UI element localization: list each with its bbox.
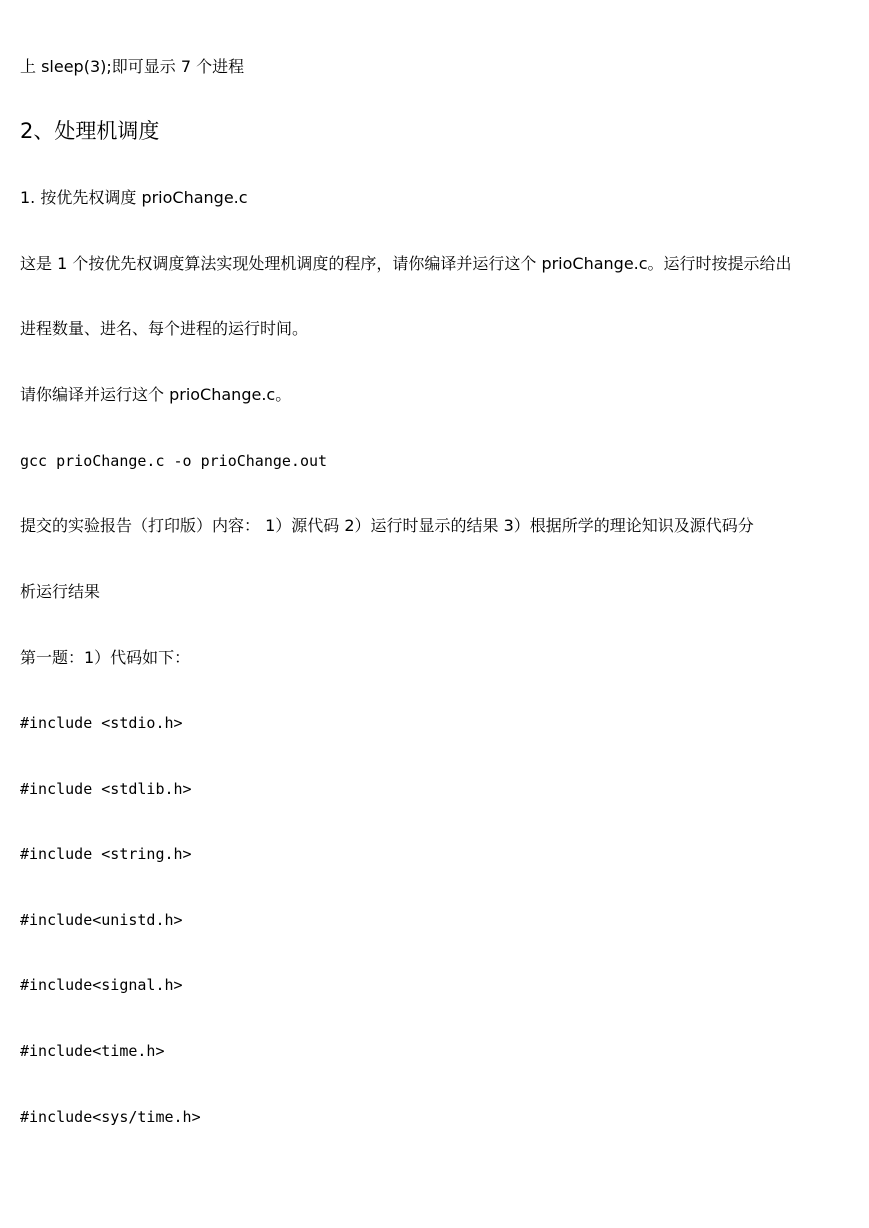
- section-heading-processor-scheduling: 2、处理机调度: [20, 119, 160, 143]
- question-one-code-label: 第一题：1）代码如下：: [20, 648, 191, 667]
- code-line-include-stdio: #include <stdio.h>: [20, 714, 183, 732]
- code-line-include-time: #include<time.h>: [20, 1042, 165, 1060]
- code-line-include-signal: #include<signal.h>: [20, 976, 183, 994]
- paragraph-description-line-1: 这是 1 个按优先权调度算法实现处理机调度的程序，请你编译并运行这个 prioChange.c。运行时按提示给出: [20, 254, 792, 273]
- code-line-include-stdlib: #include <stdlib.h>: [20, 780, 192, 798]
- instruction-compile-run: 请你编译并运行这个 prioChange.c。: [20, 385, 292, 404]
- code-line-include-unistd: #include<unistd.h>: [20, 911, 183, 929]
- code-line-include-sys-time: #include<sys/time.h>: [20, 1108, 201, 1126]
- subsection-title-priority-scheduling: 1. 按优先权调度 prioChange.c: [20, 188, 248, 207]
- report-requirements-line-1: 提交的实验报告（打印版）内容： 1）源代码 2）运行时显示的结果 3）根据所学的理论知识及源代码分: [20, 516, 754, 535]
- gcc-command: gcc prioChange.c -o prioChange.out: [20, 452, 328, 470]
- paragraph-description-line-2: 进程数量、进名、每个进程的运行时间。: [20, 319, 309, 338]
- code-line-include-string: #include <string.h>: [20, 845, 192, 863]
- text-line-sleep-note: 上 sleep(3);即可显示 7 个进程: [20, 57, 245, 76]
- report-requirements-line-2: 析运行结果: [20, 582, 101, 601]
